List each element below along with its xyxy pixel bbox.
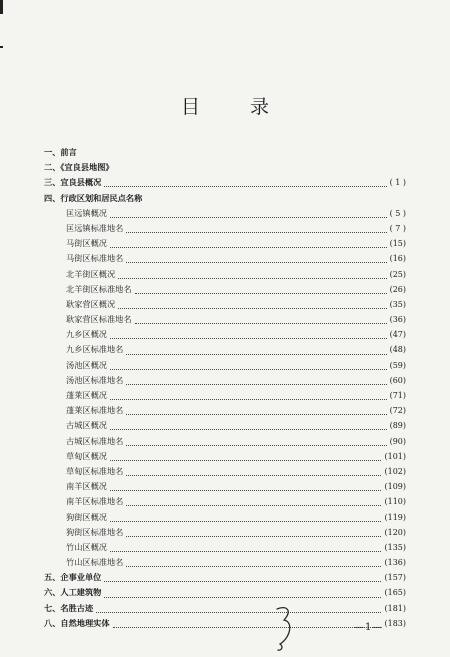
toc-entry <box>44 162 406 177</box>
toc-entry-label: 一、前言 <box>44 147 77 157</box>
toc-entry-page: (47) <box>389 330 406 340</box>
toc-entry <box>44 512 406 527</box>
page-number: —1— <box>354 622 384 633</box>
toc-entry-page: ( 1 ) <box>389 178 406 188</box>
toc-entry-label: 竹山区标准地名 <box>66 557 124 568</box>
toc-leader-dots <box>104 186 386 187</box>
toc-leader-dots <box>135 323 387 324</box>
table-of-contents <box>44 147 406 633</box>
toc-entry <box>44 542 406 557</box>
toc-entry-page: ( 5 ) <box>389 208 406 218</box>
toc-entry <box>44 618 406 633</box>
toc-entry-page: (16) <box>389 254 406 264</box>
toc-entry-label: 草甸区概况 <box>66 450 107 461</box>
toc-leader-dots <box>110 460 382 461</box>
toc-entry-page: (102) <box>384 466 406 476</box>
toc-leader-dots <box>126 566 381 567</box>
toc-leader-dots <box>110 521 382 522</box>
toc-leader-dots <box>110 338 387 339</box>
toc-entry <box>44 466 406 481</box>
scan-edge-mark <box>0 0 3 14</box>
toc-entry <box>44 253 406 268</box>
toc-leader-dots <box>118 278 386 279</box>
toc-entry-page: (90) <box>389 436 406 446</box>
toc-leader-dots <box>110 369 387 370</box>
toc-entry-page: (48) <box>389 345 406 355</box>
toc-leader-dots <box>110 490 382 491</box>
toc-entry-page: (165) <box>384 588 406 598</box>
toc-leader-dots <box>96 612 381 613</box>
toc-entry-label: 九乡区标准地名 <box>66 344 124 355</box>
toc-entry-label: 狗街区概况 <box>66 511 107 522</box>
toc-entry-page: (26) <box>389 284 406 294</box>
toc-entry-label: 三、宜良县概况 <box>44 177 102 188</box>
toc-entry <box>44 344 406 359</box>
toc-leader-dots <box>135 293 387 294</box>
toc-entry <box>44 177 406 192</box>
toc-entry-page: (89) <box>389 421 406 431</box>
toc-entry-label: 二、《宜良县地图》 <box>44 162 114 173</box>
page-title: 目 录 <box>180 96 292 118</box>
toc-entry-page: (136) <box>384 558 406 568</box>
toc-entry-page: (59) <box>389 360 406 370</box>
toc-leader-dots <box>126 354 386 355</box>
toc-entry-page: ( 7 ) <box>389 223 406 233</box>
toc-entry-label: 耿家营区概况 <box>66 298 116 309</box>
toc-entry <box>44 587 406 602</box>
toc-entry <box>44 314 406 329</box>
toc-leader-dots <box>126 475 381 476</box>
toc-entry-label: 五、企事业单位 <box>44 572 102 583</box>
toc-entry-page: (120) <box>384 527 406 537</box>
toc-entry-page: (60) <box>389 375 406 385</box>
toc-entry-page: (110) <box>384 497 406 507</box>
toc-entry-label: 耿家营区标准地名 <box>66 314 132 325</box>
toc-entry-label: 匡远镇标准地名 <box>66 222 124 233</box>
toc-entry <box>44 481 406 496</box>
toc-entry-label: 古城区概况 <box>66 420 107 431</box>
toc-entry-page: (15) <box>389 239 406 249</box>
toc-entry-label: 汤池区标准地名 <box>66 374 124 385</box>
toc-entry <box>44 299 406 314</box>
toc-entry-page: (36) <box>389 315 406 325</box>
toc-entry <box>44 193 406 208</box>
toc-leader-dots <box>126 384 386 385</box>
toc-entry <box>44 147 406 162</box>
toc-entry-label: 马街区概况 <box>66 238 107 249</box>
toc-entry-page: (157) <box>384 573 406 583</box>
toc-leader-dots <box>126 414 386 415</box>
toc-entry <box>44 527 406 542</box>
toc-entry <box>44 405 406 420</box>
toc-entry-page: (71) <box>389 391 406 400</box>
toc-leader-dots <box>126 445 386 446</box>
toc-entry-page: (119) <box>384 512 406 522</box>
toc-entry-page: (72) <box>389 406 406 416</box>
toc-entry-label: 南羊区概况 <box>66 481 107 492</box>
toc-entry-page: (183) <box>384 618 406 628</box>
toc-entry-page: (109) <box>384 482 406 492</box>
toc-leader-dots <box>126 262 386 263</box>
toc-entry-page: (181) <box>384 603 406 613</box>
toc-entry <box>44 451 406 466</box>
toc-entry <box>44 557 406 572</box>
toc-entry <box>44 572 406 587</box>
toc-leader-dots <box>126 232 386 233</box>
toc-entry <box>44 390 406 405</box>
toc-entry <box>44 208 406 223</box>
toc-entry-label: 四、行政区划和居民点名称 <box>44 192 143 203</box>
toc-leader-dots <box>110 247 387 248</box>
toc-entry <box>44 238 406 253</box>
scan-edge-mark <box>0 46 3 48</box>
toc-entry <box>44 375 406 390</box>
toc-entry-label: 北羊街区标准地名 <box>66 283 132 294</box>
toc-entry-label: 北羊街区概况 <box>66 268 116 279</box>
toc-entry <box>44 603 406 618</box>
toc-leader-dots <box>110 217 387 218</box>
toc-entry-label: 古城区标准地名 <box>66 435 124 446</box>
toc-leader-dots <box>110 551 382 552</box>
toc-entry-label: 蓬莱区概况 <box>66 390 107 400</box>
toc-entry-label: 汤池区概况 <box>66 359 107 370</box>
toc-entry-label: 狗街区标准地名 <box>66 526 124 537</box>
toc-entry-label: 竹山区概况 <box>66 541 107 552</box>
toc-entry <box>44 329 406 344</box>
toc-entry <box>44 420 406 435</box>
toc-leader-dots <box>126 536 381 537</box>
toc-entry-label: 六、人工建筑物 <box>44 587 102 598</box>
toc-entry <box>44 436 406 451</box>
toc-leader-dots <box>113 627 382 628</box>
toc-entry <box>44 284 406 299</box>
toc-leader-dots <box>104 581 381 582</box>
handwritten-mark <box>272 604 296 654</box>
toc-entry <box>44 360 406 375</box>
toc-entry-page: (101) <box>384 451 406 461</box>
toc-leader-dots <box>126 505 381 506</box>
toc-leader-dots <box>110 399 387 400</box>
toc-entry-label: 马街区标准地名 <box>66 253 124 264</box>
toc-entry <box>44 496 406 511</box>
toc-entry-label: 南羊区标准地名 <box>66 496 124 507</box>
toc-entry-label: 匡远镇概况 <box>66 207 107 218</box>
toc-leader-dots <box>118 308 386 309</box>
toc-entry-label: 草甸区标准地名 <box>66 465 124 476</box>
toc-entry-page: (35) <box>389 299 406 309</box>
toc-entry-label: 八、自然地理实体 <box>44 617 110 628</box>
toc-entry-page: (135) <box>384 542 406 552</box>
toc-entry <box>44 223 406 238</box>
toc-entry-label: 九乡区概况 <box>66 329 107 340</box>
toc-entry-label: 蓬莱区标准地名 <box>66 405 124 416</box>
toc-entry <box>44 269 406 284</box>
toc-leader-dots <box>104 597 381 598</box>
toc-leader-dots <box>110 429 387 430</box>
toc-entry-label: 七、名胜古迹 <box>44 602 94 613</box>
toc-entry-page: (25) <box>389 269 406 279</box>
